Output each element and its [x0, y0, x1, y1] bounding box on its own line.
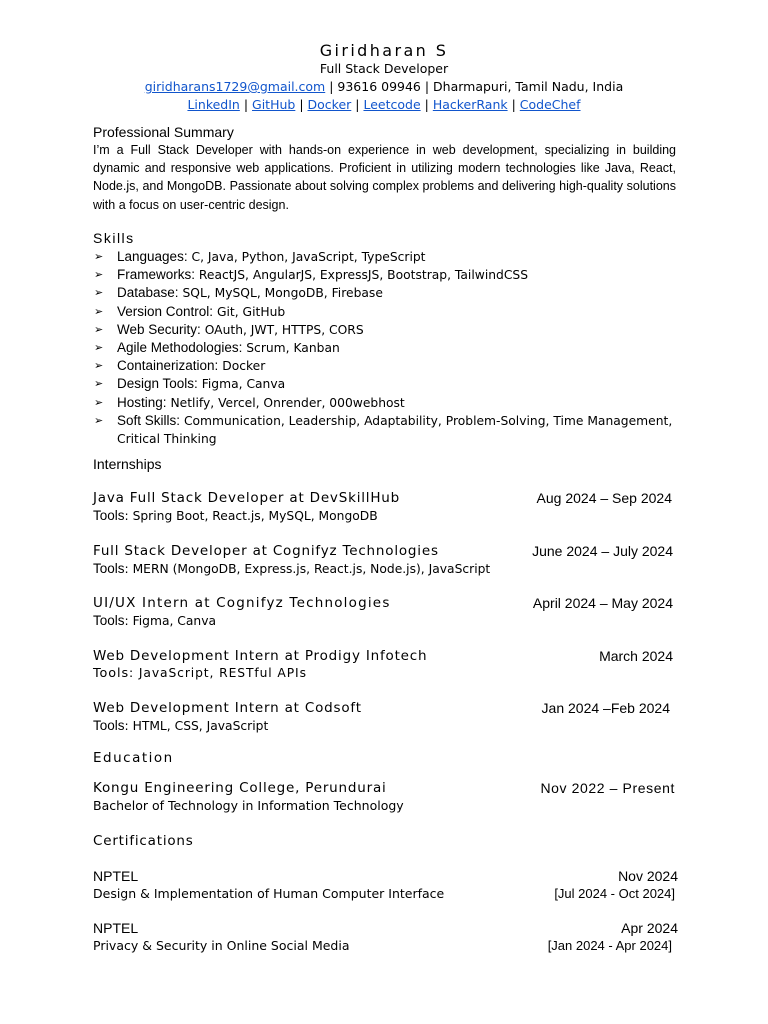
skill-item: [93, 266, 683, 284]
github-link[interactable]: GitHub: [252, 97, 296, 112]
arrow-bullet-icon: ➢: [94, 251, 104, 263]
internship-tools: [93, 666, 307, 681]
skill-item: [93, 339, 683, 357]
profile-links: [0, 97, 768, 112]
leetcode-link[interactable]: Leetcode: [363, 97, 421, 112]
link-separator: |: [239, 97, 253, 112]
internship-title: Java Full Stack Developer at DevSkillHub: [93, 490, 401, 506]
link-separator: |: [420, 97, 433, 112]
skill-label: Soft Skills:: [117, 412, 181, 428]
cert-range: [Jul 2024 - Oct 2024]: [554, 886, 675, 901]
skill-value: Figma, Canva: [197, 377, 286, 392]
arrow-bullet-icon: ➢: [94, 378, 104, 391]
skill-value: ReactJS, AngularJS, ExpressJS, Bootstrap, TailwindCSS: [195, 268, 529, 283]
skill-label: Hosting:: [117, 394, 167, 410]
education-date: Nov 2022 – Present: [540, 780, 675, 796]
internship-title: Web Development Intern at Prodigy Infotech: [93, 648, 428, 664]
candidate-name: Giridharan S: [319, 41, 449, 60]
arrow-bullet-icon: ➢: [94, 305, 104, 318]
skill-value: Docker: [218, 359, 266, 374]
internship-date: April 2024 – May 2024: [532, 595, 673, 611]
tools-label: Tools: [93, 613, 125, 628]
skill-value: Scrum, Kanban: [242, 341, 340, 356]
tools-label: Tools: [93, 718, 125, 733]
skill-item: [93, 321, 683, 339]
skill-label: Languages:: [117, 249, 188, 264]
link-separator: |: [295, 97, 308, 112]
internship-tools: [93, 508, 378, 523]
arrow-bullet-icon: ➢: [94, 323, 104, 336]
arrow-bullet-icon: ➢: [94, 396, 104, 409]
arrow-bullet-icon: ➢: [94, 360, 104, 373]
skills-heading: Skills: [93, 230, 135, 246]
skill-label: Agile Methodologies:: [117, 340, 243, 356]
tools-label: Tools: [93, 666, 130, 681]
education-heading: Education: [93, 750, 174, 766]
internship-title: Web Development Intern at Codsoft: [93, 700, 362, 716]
skill-value: Git, GitHub: [213, 304, 286, 319]
skill-item: [93, 394, 683, 412]
tools-value: : MERN (MongoDB, Express.js, React.js, Node.js), JavaScript: [124, 562, 491, 576]
tools-label: Tools: [93, 508, 125, 523]
internship-date: March 2024: [599, 648, 673, 664]
tools-value: : Figma, Canva: [124, 614, 217, 628]
cert-date: Apr 2024: [621, 920, 678, 936]
docker-link[interactable]: Docker: [307, 97, 352, 112]
cert-course: Privacy & Security in Online Social Media: [93, 938, 350, 953]
cert-issuer: NPTEL: [93, 868, 139, 884]
arrow-bullet-icon: ➢: [94, 342, 104, 355]
skill-label: Database:: [117, 285, 179, 301]
skill-value: Netlify, Vercel, Onrender, 000webhost: [166, 395, 405, 410]
cert-range: [Jan 2024 - Apr 2024]: [547, 938, 672, 953]
internship-title: Full Stack Developer at Cognifyz Technologies: [93, 543, 439, 559]
skill-label: Containerization:: [117, 358, 219, 374]
skill-value: Communication, Leadership, Adaptability, Problem-Solving, Time Management, Critical Thinking: [117, 413, 673, 447]
cert-issuer: NPTEL: [93, 920, 139, 936]
skills-list: [93, 248, 683, 448]
summary-text: I’m a Full Stack Developer with hands-on experience in web development, specializing in building dynamic and responsive web applications. Proficient in utilizing modern technologies like Java, React, Node.js, and MongoDB. Passionate about solving complex problems and delivering high-quality solutions with a focus on user-centric design.: [93, 143, 676, 212]
internships-heading: Internships: [93, 456, 162, 472]
tools-value: : Spring Boot, React.js, MySQL, MongoDB: [124, 509, 378, 523]
tools-value: : JavaScript, RESTful APIs: [129, 666, 307, 680]
arrow-bullet-icon: ➢: [94, 414, 104, 427]
arrow-bullet-icon: ➢: [94, 287, 104, 300]
internship-tools: [93, 613, 216, 628]
internship-title: UI/UX Intern at Cognifyz Technologies: [93, 595, 391, 611]
skill-item: [93, 357, 683, 375]
internship-tools: [93, 561, 490, 576]
skill-item: [93, 303, 683, 321]
internship-date: Aug 2024 – Sep 2024: [536, 490, 672, 506]
hackerrank-link[interactable]: HackerRank: [432, 97, 508, 112]
skill-label: Version Control:: [117, 303, 214, 319]
contact-line: [0, 79, 768, 94]
codechef-link[interactable]: CodeChef: [519, 97, 581, 112]
linkedin-link[interactable]: LinkedIn: [187, 97, 240, 112]
degree-name: Bachelor of Technology in Information Technology: [93, 798, 404, 813]
internship-tools: [93, 718, 268, 733]
link-separator: |: [507, 97, 520, 112]
skill-item: [93, 412, 683, 448]
skill-value: SQL, MySQL, MongoDB, Firebase: [178, 286, 383, 301]
skill-item: [93, 284, 683, 302]
link-separator: |: [351, 97, 364, 112]
internship-date: June 2024 – July 2024: [532, 543, 673, 559]
skill-label: Frameworks:: [117, 267, 196, 283]
skill-label: Web Security:: [117, 321, 201, 337]
contact-details: | 93616 09946 | Dharmapuri, Tamil Nadu, India: [325, 79, 624, 94]
cert-course: Design & Implementation of Human Computer Interface: [93, 886, 445, 901]
skill-label: Design Tools:: [117, 376, 198, 392]
skill-value: C, Java, Python, JavaScript, TypeScript: [187, 250, 426, 264]
email-link[interactable]: giridharans1729@gmail.com: [144, 79, 326, 94]
internship-date: Jan 2024 –Feb 2024: [541, 700, 670, 716]
skill-item: [93, 248, 683, 266]
tools-label: Tools: [93, 561, 125, 576]
college-name: Kongu Engineering College, Perundurai: [93, 780, 387, 796]
skill-item: [93, 375, 683, 393]
candidate-role: Full Stack Developer: [319, 61, 449, 76]
arrow-bullet-icon: ➢: [94, 269, 104, 282]
certifications-heading: Certifications: [93, 833, 194, 849]
tools-value: : HTML, CSS, JavaScript: [124, 719, 269, 733]
cert-date: Nov 2024: [618, 868, 678, 884]
skill-value: OAuth, JWT, HTTPS, CORS: [200, 322, 364, 337]
summary-heading: Professional Summary: [93, 124, 234, 140]
